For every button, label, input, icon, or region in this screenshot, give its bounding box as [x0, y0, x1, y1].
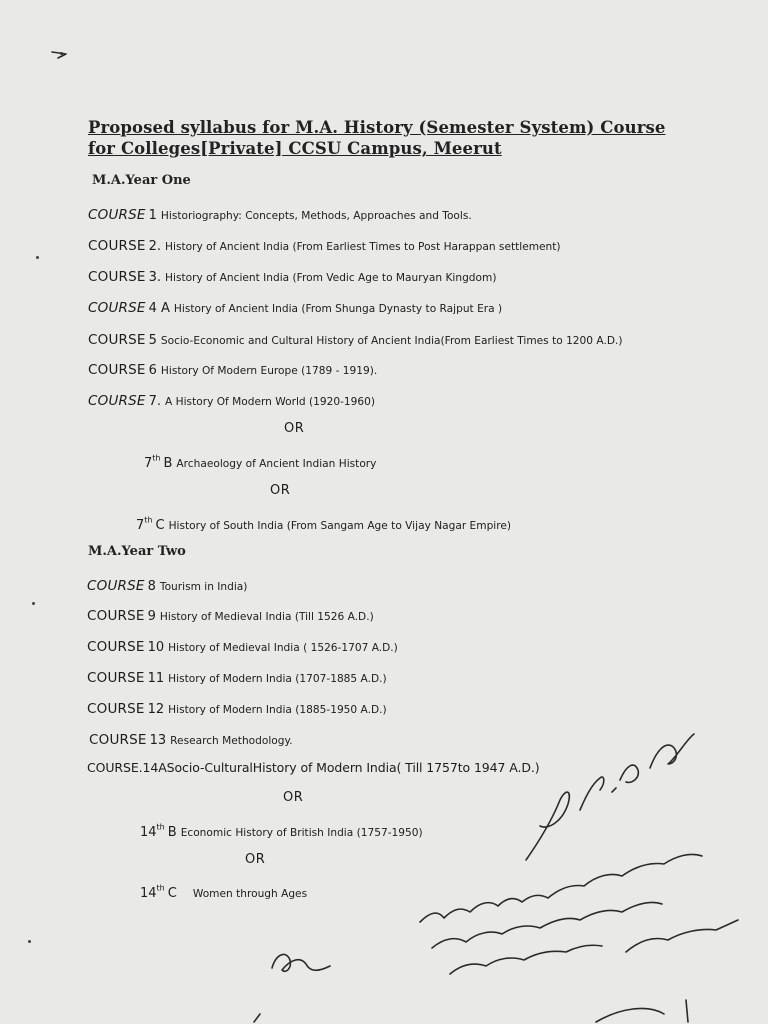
option-superscript: th	[156, 822, 165, 832]
course-description: History of Medieval India ( 1526-1707 A.D.)	[168, 642, 398, 654]
course-number: 5	[148, 333, 157, 348]
option-number: 14	[140, 886, 157, 901]
course-description: History of Ancient India (From Vedic Age to Mauryan Kingdom)	[165, 272, 497, 284]
course-word: COURSE	[88, 207, 146, 223]
or-separator: OR	[283, 790, 304, 805]
course-description: Tourism in India)	[159, 581, 248, 593]
option-letter: B	[167, 825, 177, 840]
course-word: COURSE	[87, 701, 145, 717]
year-one-heading: M.A.Year One	[92, 173, 191, 188]
course-number: 6	[148, 363, 157, 378]
stray-mark	[596, 1008, 664, 1022]
course-number: 11	[147, 671, 165, 686]
handwritten-note-scribble	[420, 854, 738, 974]
year-two-heading: M.A.Year Two	[88, 544, 186, 559]
stray-mark	[686, 1000, 688, 1022]
or-separator: OR	[284, 421, 305, 436]
course-number: 7.	[148, 394, 162, 409]
course-word: COURSE	[87, 578, 145, 594]
or-separator: OR	[270, 483, 291, 498]
course-word: COURSE	[88, 300, 146, 316]
course-description: Research Methodology.	[170, 735, 293, 747]
course-number: 9	[147, 609, 156, 624]
option-letter: B	[163, 456, 173, 471]
signature-scribble	[526, 734, 694, 860]
course-word: COURSE	[88, 332, 146, 348]
page-title: Proposed syllabus for M.A. History (Semester System) Course for Colleges[Private] CCSU Campus, Meerut	[88, 118, 666, 158]
stray-mark	[52, 52, 66, 58]
initials-scribble	[272, 954, 330, 971]
course-word: COURSE	[87, 608, 145, 624]
course-word: COURSE	[88, 238, 146, 254]
course-description: Socio-Economic and Cultural History of Ancient India(From Earliest Times to 1200 A.D.)	[160, 335, 623, 347]
course-description: History of Modern India (1885-1950 A.D.)	[168, 704, 387, 716]
stray-mark	[254, 1014, 260, 1022]
course-number: 8	[147, 579, 156, 594]
course-description: History of Modern India (1707-1885 A.D.)	[168, 673, 387, 685]
course-number: 3.	[148, 270, 162, 285]
or-separator: OR	[245, 852, 266, 867]
option-superscript: th	[152, 453, 161, 463]
course-word: COURSE	[87, 639, 145, 655]
course-description: A History Of Modern World (1920-1960)	[165, 396, 375, 408]
course-description: History of Ancient India (From Earliest Times to Post Harappan settlement)	[165, 241, 561, 253]
course-word: COURSE	[87, 670, 145, 686]
option-number: 7	[136, 518, 145, 533]
course-word: COURSE	[89, 732, 147, 748]
option-description: Women through Ages	[192, 888, 308, 900]
course-word: COURSE	[88, 393, 146, 409]
option-letter: C	[155, 518, 165, 533]
course-number: 13	[149, 733, 167, 748]
course-word: COURSE	[88, 362, 146, 378]
option-number: 14	[140, 825, 157, 840]
course-row-14a: COURSE.14ASocio-CulturalHistory of Modern India( Till 1757to 1947 A.D.)	[87, 760, 540, 775]
course-word: COURSE	[88, 269, 146, 285]
course-description: Historiography: Concepts, Methods, Approaches and Tools.	[160, 210, 472, 222]
option-superscript: th	[144, 515, 153, 525]
option-number: 7	[144, 456, 153, 471]
option-description: Archaeology of Ancient Indian History	[176, 458, 377, 470]
option-description: Economic History of British India (1757-1950)	[180, 827, 423, 839]
course-number: 12	[147, 702, 165, 717]
course-description: History of Medieval India (Till 1526 A.D.)	[159, 611, 374, 623]
option-superscript: th	[156, 883, 165, 893]
course-description: History of Ancient India (From Shunga Dynasty to Rajput Era )	[173, 303, 503, 315]
option-description: History of South India (From Sangam Age to Vijay Nagar Empire)	[168, 520, 512, 532]
course-description: History Of Modern Europe (1789 - 1919).	[160, 365, 378, 377]
course-number: 1	[148, 208, 157, 223]
course-number: 10	[147, 640, 165, 655]
course-number: 2.	[148, 239, 162, 254]
course-number: 4 A	[148, 301, 170, 316]
option-letter: C	[167, 886, 177, 901]
